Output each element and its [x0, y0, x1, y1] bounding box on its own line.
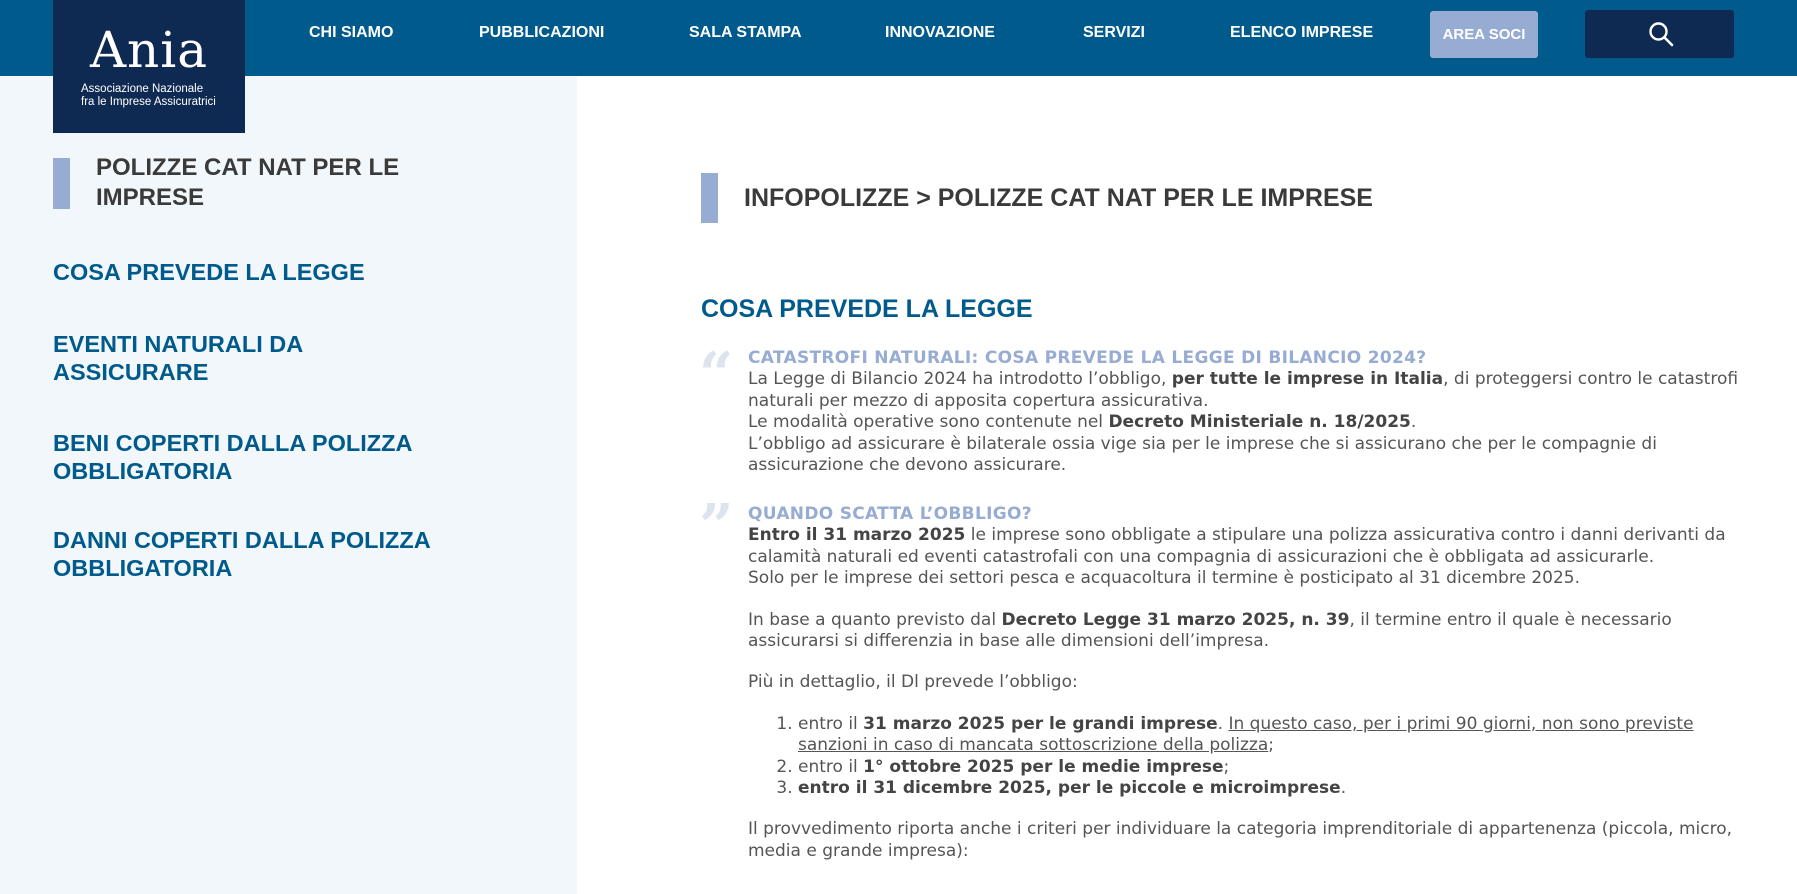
sidebar-link-beni-coperti[interactable]: BENI COPERTI DALLA POLIZZA OBBLIGATORIA — [53, 430, 412, 484]
nav-innovazione[interactable]: INNOVAZIONE — [885, 24, 995, 41]
nav-pubblicazioni[interactable]: PUBBLICAZIONI — [479, 24, 605, 41]
paragraph: L’obbligo ad assicurare è bilaterale ossia vige sia per le imprese che si assicurano che per le compagnie di assicurazione che devono assicurare. — [748, 433, 1657, 476]
sidebar-title-accent-bar — [53, 158, 70, 209]
area-soci-button[interactable]: AREA SOCI — [1430, 11, 1538, 58]
block-heading: CATASTROFI NATURALI: COSA PREVEDE LA LEGGE DI BILANCIO 2024? — [748, 348, 1427, 368]
section-title: COSA PREVEDE LA LEGGE — [701, 295, 1033, 323]
paragraph: Le modalità operative sono contenute nel Decreto Ministeriale n. 18/2025. — [748, 412, 1417, 433]
paragraph: Solo per le imprese dei settori pesca e acquacoltura il termine è posticipato al 31 dicembre 2025. — [748, 568, 1580, 589]
content-block-legge-bilancio — [748, 348, 1748, 476]
logo-wordmark: Ania — [89, 21, 209, 79]
paragraph: La Legge di Bilancio 2024 ha introdotto l’obbligo, per tutte le imprese in Italia, di proteggersi contro le catastrofi naturali per mezzo di apposita copertura assicurativa. — [748, 369, 1739, 411]
block-heading: QUANDO SCATTA L’OBBLIGO? — [748, 504, 1032, 524]
list-item: 3. entro il 31 dicembre 2025, per le piccole e microimprese. — [798, 778, 1748, 799]
main-title-accent-bar — [701, 173, 718, 223]
nav-chi-siamo[interactable]: CHI SIAMO — [309, 24, 394, 41]
nav-servizi[interactable]: SERVIZI — [1083, 24, 1145, 41]
list-item: 2. entro il 1° ottobre 2025 per le medie imprese; — [798, 757, 1748, 778]
sidebar-link-eventi-naturali[interactable]: EVENTI NATURALI DA ASSICURARE — [53, 331, 303, 385]
search-button[interactable] — [1585, 10, 1734, 58]
top-navigation-bar — [0, 0, 1797, 76]
ania-logo[interactable] — [53, 0, 245, 133]
quote-open-icon: “ — [699, 340, 734, 410]
logo-subtitle-line1: Associazione Nazionale — [81, 83, 204, 95]
sidebar-link-cosa-prevede-la-legge[interactable]: COSA PREVEDE LA LEGGE — [53, 259, 365, 285]
paragraph: Più in dettaglio, il Dl prevede l’obbligo: — [748, 672, 1078, 693]
content-block-quando-scatta — [748, 504, 1748, 862]
list-item: 1. entro il 31 marzo 2025 per le grandi imprese. In questo caso, per i primi 90 giorni, non sono previste sanzioni in caso di mancata sottoscrizione della polizza; — [798, 714, 1748, 757]
quote-close-icon: ” — [699, 492, 734, 562]
nav-elenco-imprese[interactable]: ELENCO IMPRESE — [1230, 24, 1374, 41]
sidebar-title: POLIZZE CAT NAT PER LE IMPRESE — [96, 154, 400, 211]
paragraph: Il provvedimento riporta anche i criteri per individuare la categoria imprenditoriale di appartenenza (piccola, micro, media e grande impresa): — [748, 819, 1733, 861]
logo-subtitle-line2: fra le Imprese Assicuratrici — [81, 96, 216, 108]
logo-subtitle — [81, 83, 216, 109]
sidebar-link-danni-coperti[interactable]: DANNI COPERTI DALLA POLIZZA OBBLIGATORIA — [53, 527, 430, 581]
search-icon — [1648, 21, 1674, 47]
sanctions-link[interactable]: In questo caso, per i primi 90 giorni, non sono previste sanzioni in caso di mancata sottoscrizione della polizza — [798, 713, 1694, 756]
page-title: INFOPOLIZZE > POLIZZE CAT NAT PER LE IMPRESE — [744, 184, 1373, 212]
deadline-list — [748, 714, 1748, 800]
nav-sala-stampa[interactable]: SALA STAMPA — [689, 24, 802, 41]
paragraph: Entro il 31 marzo 2025 le imprese sono obbligate a stipulare una polizza assicurativa contro i danni derivanti da calamità naturali ed eventi catastrofali con una compagnia di assicurazioni che è obbligata ad assicurarle. — [748, 525, 1726, 567]
paragraph: In base a quanto previsto dal Decreto Legge 31 marzo 2025, n. 39, il termine entro il quale è necessario assicurarsi si differenzia in base alle dimensioni dell’impresa. — [748, 609, 1672, 652]
